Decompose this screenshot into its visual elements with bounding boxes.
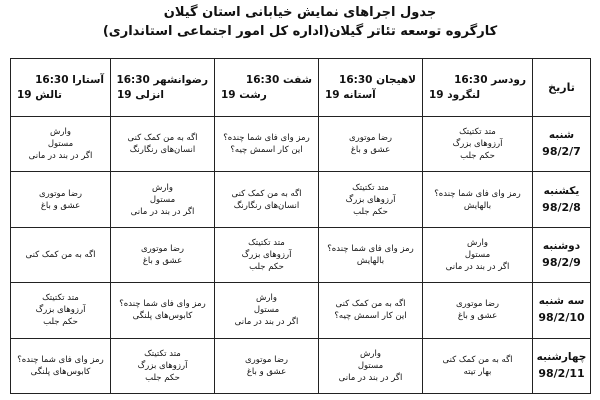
performance-cell: [319, 338, 423, 393]
show-title: آرزوهای بزرگ: [241, 249, 292, 260]
show-title: عشق و باغ: [246, 366, 287, 377]
show-title: این کار اسمش چیه؟: [230, 145, 303, 156]
show-title: وارش: [467, 237, 488, 248]
performance-cell: [215, 227, 319, 282]
show-title: اگر در بند در مانی: [130, 206, 195, 217]
show-title: وارش: [152, 182, 173, 193]
performance-schedule-table: [10, 58, 591, 394]
header-row: [11, 59, 591, 117]
show-title: رضا موتوری: [140, 243, 185, 254]
show-title: مستول: [357, 360, 384, 371]
show-title: رضا موتوری: [348, 133, 393, 144]
venue-place: انزلی 19: [117, 88, 164, 101]
performance-cell: [319, 117, 423, 172]
show-title: اگه به من کمک کنی: [231, 188, 302, 199]
performance-cell: [423, 227, 533, 282]
date-cell: [533, 338, 591, 393]
performance-cell: [319, 283, 423, 338]
venue-header: [11, 59, 111, 117]
show-title: رضا موتوری: [455, 299, 500, 310]
show-title: اگر در بند در مانی: [28, 151, 93, 162]
performance-cell: [111, 117, 215, 172]
date-cell: [533, 172, 591, 227]
show-title: آرزوهای بزرگ: [345, 194, 396, 205]
performance-cell: [111, 172, 215, 227]
show-title: عشق و باغ: [40, 200, 81, 211]
venue-place: لنگرود 19: [429, 88, 481, 101]
performance-cell: [215, 283, 319, 338]
show-title: انسان‌های رنگارنگ: [129, 145, 196, 156]
day-name: شنبه: [548, 129, 575, 142]
date-number: 98/2/9: [542, 255, 581, 269]
date-cell: [533, 283, 591, 338]
venue-city: شفت 16:30: [245, 73, 312, 86]
show-title: اگه به من کمک کنی: [442, 354, 513, 365]
show-title: حکم جلب: [43, 317, 78, 328]
venue-header: [319, 59, 423, 117]
show-title: اگه به من کمک کنی: [25, 249, 96, 260]
table-row: [11, 172, 591, 227]
performance-cell: [423, 117, 533, 172]
show-title: اگر در بند در مانی: [338, 372, 403, 383]
performance-cell: [111, 227, 215, 282]
show-title: متد تکتیتک: [459, 127, 496, 138]
show-title: مستول: [149, 194, 176, 205]
show-title: کابوس‌های پلنگی: [30, 366, 91, 377]
performance-cell: [215, 172, 319, 227]
show-title: رضا موتوری: [244, 354, 289, 365]
show-title: عشق و باغ: [142, 255, 183, 266]
show-title: عشق و باغ: [457, 311, 498, 322]
table-row: [11, 338, 591, 393]
venue-header: [215, 59, 319, 117]
date-number: 98/2/10: [538, 311, 585, 325]
show-title: مستول: [253, 305, 280, 316]
show-title: متد تکتیتک: [42, 293, 79, 304]
document-header: [0, 3, 600, 41]
show-title: رمز وای فای شما چنده؟: [327, 243, 414, 254]
performance-cell: [11, 283, 111, 338]
table-row: [11, 117, 591, 172]
show-title: اگه به من کمک کنی: [127, 133, 198, 144]
document-title: جدول اجراهای نمایش خیابانی استان گیلان: [163, 5, 437, 20]
venue-place: رشت 19: [221, 88, 267, 101]
day-name: چهارشنبه: [536, 350, 587, 363]
show-title: حکم جلب: [353, 206, 388, 217]
show-title: وارش: [256, 293, 277, 304]
performance-cell: [11, 227, 111, 282]
venue-header: [423, 59, 533, 117]
performance-cell: [319, 227, 423, 282]
table-row: [11, 283, 591, 338]
show-title: وارش: [50, 127, 71, 138]
show-title: متد تکتیتک: [144, 348, 181, 359]
venue-place: آستانه 19: [325, 88, 376, 101]
performance-cell: [423, 338, 533, 393]
day-name: سه شنبه: [538, 295, 585, 308]
show-title: اگر در بند در مانی: [234, 317, 299, 328]
venue-header: [111, 59, 215, 117]
show-title: آرزوهای بزرگ: [35, 305, 86, 316]
show-title: انسان‌های رنگارنگ: [233, 200, 300, 211]
show-title: وارش: [360, 348, 381, 359]
show-title: عشق و باغ: [350, 145, 391, 156]
date-number: 98/2/8: [542, 200, 581, 214]
table-row: [11, 227, 591, 282]
performance-cell: [423, 283, 533, 338]
venue-place: تالش 19: [17, 88, 62, 101]
show-title: حکم جلب: [460, 151, 495, 162]
performance-cell: [215, 338, 319, 393]
show-title: رمز وای فای شما چنده؟: [434, 188, 521, 199]
venue-city: لاهیجان 16:30: [339, 73, 416, 86]
show-title: رمز وای فای شما چنده؟: [119, 299, 206, 310]
show-title: مستول: [464, 249, 491, 260]
show-title: مستول: [47, 139, 74, 150]
show-title: متد تکتیتک: [352, 182, 389, 193]
show-title: اگه به من کمک کنی: [335, 299, 406, 310]
date-column-header: تاریخ: [533, 59, 591, 117]
show-title: متد تکتیتک: [248, 237, 285, 248]
performance-cell: [319, 172, 423, 227]
performance-cell: [11, 172, 111, 227]
date-cell: [533, 117, 591, 172]
performance-cell: [111, 283, 215, 338]
show-title: بهار تیته: [463, 366, 492, 377]
show-title: حکم جلب: [249, 261, 284, 272]
performance-cell: [11, 338, 111, 393]
show-title: رمز وای فای شما چنده؟: [223, 133, 310, 144]
schedule-body: [11, 117, 591, 394]
show-title: حکم جلب: [145, 372, 180, 383]
document-subtitle: کارگروه توسعه تئاتر گیلان(اداره کل امور اجتماعی استانداری): [102, 24, 498, 39]
show-title: آرزوهای بزرگ: [452, 139, 503, 150]
show-title: رضا موتوری: [38, 188, 83, 199]
date-number: 98/2/11: [538, 366, 585, 380]
performance-cell: [423, 172, 533, 227]
venue-city: رضوانشهر 16:30: [116, 73, 208, 86]
performance-cell: [111, 338, 215, 393]
performance-cell: [11, 117, 111, 172]
show-title: رمز وای فای شما چنده؟: [17, 354, 104, 365]
show-title: کابوس‌های پلنگی: [132, 311, 193, 322]
show-title: این کار اسمش چیه؟: [334, 311, 407, 322]
day-name: یکشنبه: [543, 184, 580, 197]
performance-cell: [215, 117, 319, 172]
day-name: دوشنبه: [542, 239, 581, 252]
show-title: اگر در بند در مانی: [445, 261, 510, 272]
show-title: بالهایش: [356, 255, 385, 266]
venue-city: آستارا 16:30: [35, 73, 104, 86]
show-title: آرزوهای بزرگ: [137, 360, 188, 371]
show-title: بالهایش: [463, 200, 492, 211]
date-number: 98/2/7: [542, 145, 581, 159]
date-cell: [533, 227, 591, 282]
venue-city: رودسر 16:30: [454, 73, 526, 86]
